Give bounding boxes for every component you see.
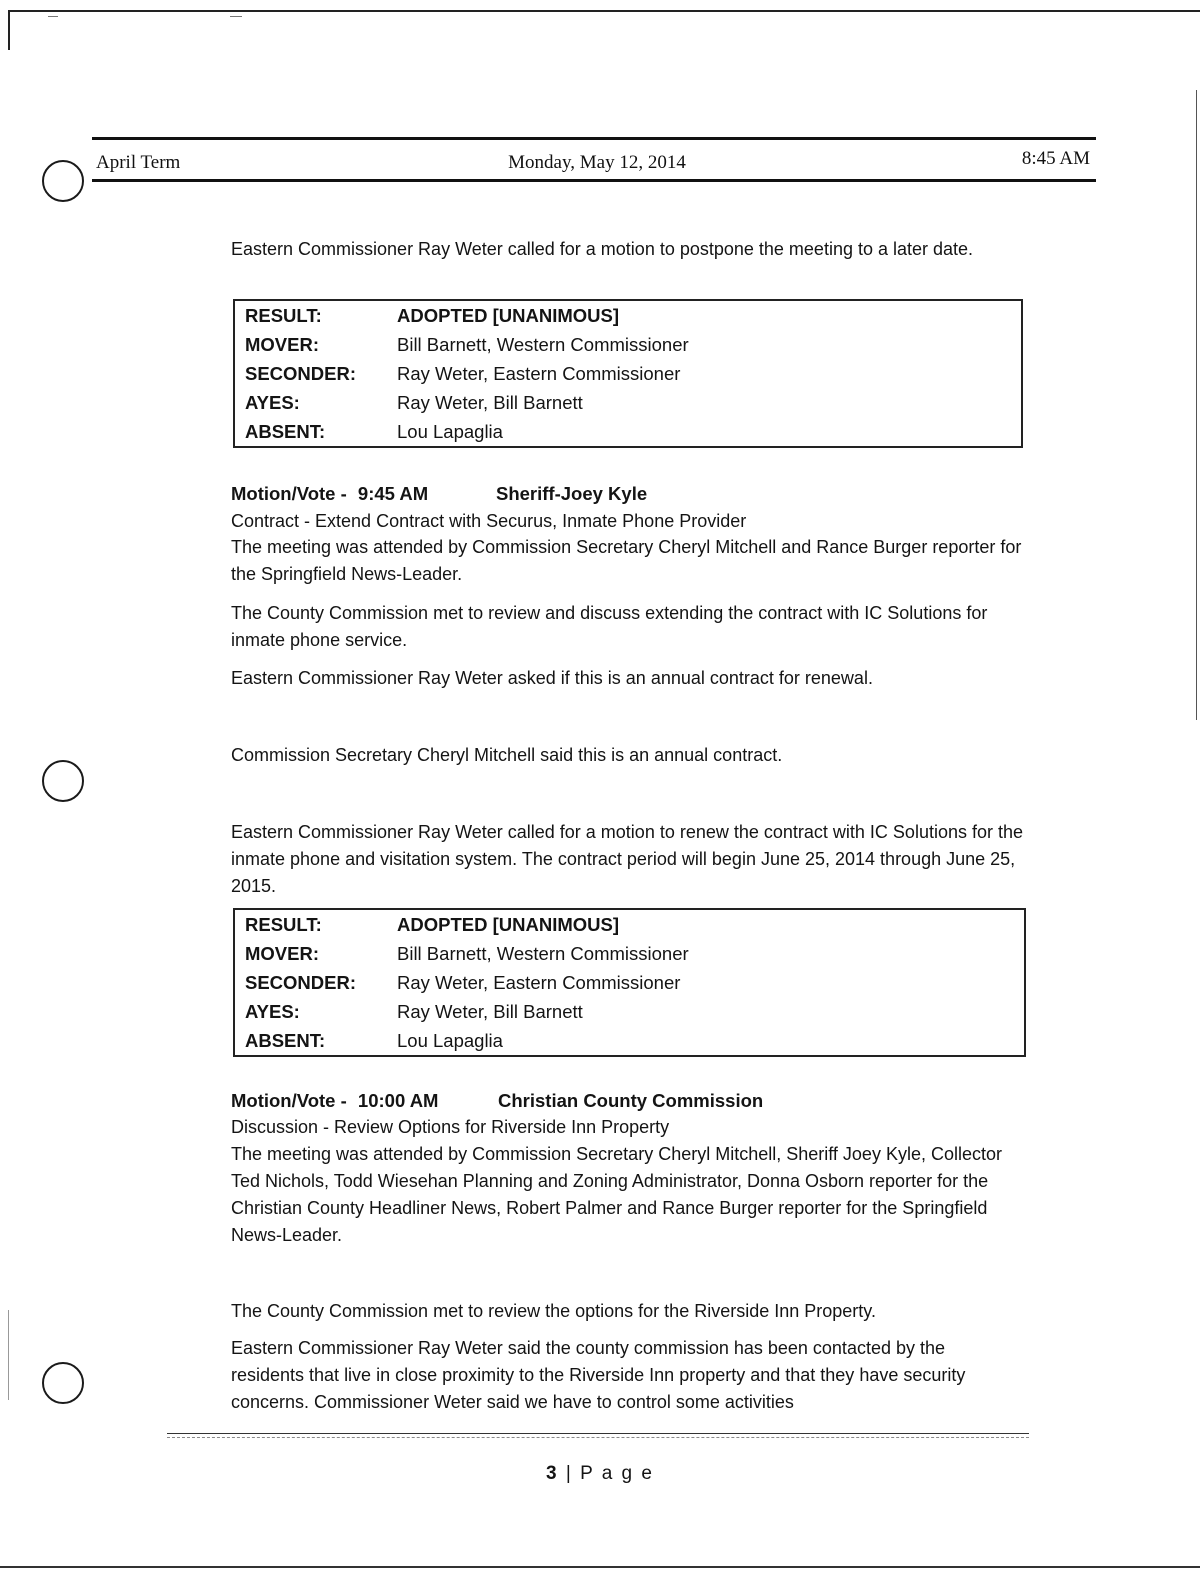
table-row bbox=[234, 1026, 1025, 1056]
motion-time: 9:45 AM bbox=[357, 483, 429, 504]
scan-border-right bbox=[1196, 90, 1197, 720]
header-rule bbox=[92, 179, 1096, 182]
paragraph: Eastern Commissioner Ray Weter said the county commission has been contacted by the residents that live in close proximity to the Riverside Inn property and that they have security concerns. Commissioner Weter said we have to control some activities bbox=[231, 1338, 966, 1412]
scan-mark bbox=[8, 1310, 9, 1400]
table-row bbox=[234, 300, 1022, 330]
motion-topic: Discussion - Review Options for Riverside Inn Property bbox=[231, 1117, 670, 1137]
header-rule bbox=[92, 137, 1096, 140]
motion-time: 10:00 AM bbox=[357, 1090, 439, 1111]
vote-label: ABSENT: bbox=[245, 1030, 326, 1051]
vote-label: AYES: bbox=[245, 1001, 300, 1022]
punch-hole bbox=[42, 1362, 84, 1404]
vote-value: Lou Lapaglia bbox=[397, 1030, 503, 1051]
header-term: April Term bbox=[96, 152, 181, 173]
paragraph: Eastern Commissioner Ray Weter called for a motion to renew the contract with IC Solutions for the inmate phone and visitation system. The contract period will begin June 25, 2014 through June 25, 2015. bbox=[231, 822, 1024, 896]
page-number: 3 bbox=[546, 1463, 559, 1484]
scan-border-left bbox=[8, 10, 10, 50]
attendance-text: The meeting was attended by Commission Secretary Cheryl Mitchell and Rance Burger reporter for the Springfield News-Leader. bbox=[231, 537, 1022, 584]
scan-mark bbox=[48, 16, 58, 17]
vote-label: MOVER: bbox=[245, 943, 319, 964]
paragraph: Commission Secretary Cheryl Mitchell said this is an annual contract. bbox=[231, 745, 783, 765]
page-footer bbox=[0, 1463, 1200, 1485]
table-row bbox=[234, 388, 1022, 417]
vote-value: Ray Weter, Eastern Commissioner bbox=[397, 363, 681, 384]
vote-label: SECONDER: bbox=[245, 363, 357, 384]
motion-label: Motion/Vote - bbox=[231, 1090, 347, 1111]
intro-motion-text: Eastern Commissioner Ray Weter called for a motion to postpone the meeting to a later date. bbox=[231, 239, 974, 259]
header-time: 8:45 AM bbox=[1021, 148, 1090, 169]
attendance-text: The meeting was attended by Commission Secretary Cheryl Mitchell, Sheriff Joey Kyle, Collector Ted Nichols, Todd Wiesehan Planning and Zoning Administrator, Donna Osborn reporter for the Christian County Headliner News, Robert Palmer and Rance Burger reporter for the Springfield News-Leader. bbox=[231, 1144, 1002, 1245]
table-row bbox=[234, 359, 1022, 388]
punch-hole bbox=[42, 760, 84, 802]
vote-label: MOVER: bbox=[245, 334, 319, 355]
table-row bbox=[234, 939, 1025, 968]
footer-rule bbox=[167, 1437, 1029, 1438]
vote-result-table bbox=[233, 908, 1026, 1057]
vote-result-table bbox=[233, 299, 1023, 448]
scan-border-bottom bbox=[0, 1566, 1200, 1568]
vote-value: Ray Weter, Eastern Commissioner bbox=[397, 972, 681, 993]
vote-value: Ray Weter, Bill Barnett bbox=[397, 392, 583, 413]
table-row bbox=[234, 417, 1022, 447]
paragraph: Eastern Commissioner Ray Weter asked if this is an annual contract for renewal. bbox=[231, 668, 873, 688]
table-row bbox=[234, 997, 1025, 1026]
header-date: Monday, May 12, 2014 bbox=[508, 152, 686, 173]
table-row bbox=[234, 330, 1022, 359]
vote-value: Lou Lapaglia bbox=[397, 421, 503, 442]
vote-label: SECONDER: bbox=[245, 972, 357, 993]
vote-label: ABSENT: bbox=[245, 421, 326, 442]
vote-value: Bill Barnett, Western Commissioner bbox=[397, 334, 689, 355]
vote-value: ADOPTED [UNANIMOUS] bbox=[397, 914, 619, 935]
page-separator: | bbox=[565, 1463, 573, 1484]
scan-border-top bbox=[8, 10, 1200, 12]
footer-rule bbox=[167, 1433, 1029, 1434]
motion-subject: Christian County Commission bbox=[498, 1090, 764, 1111]
page-label: P a g e bbox=[580, 1463, 654, 1484]
vote-value: Ray Weter, Bill Barnett bbox=[397, 1001, 583, 1022]
paragraph: The County Commission met to review the options for the Riverside Inn Property. bbox=[231, 1301, 876, 1321]
vote-label: RESULT: bbox=[245, 305, 322, 326]
vote-label: RESULT: bbox=[245, 914, 322, 935]
table-row bbox=[234, 909, 1025, 939]
vote-value: ADOPTED [UNANIMOUS] bbox=[397, 305, 619, 326]
table-row bbox=[234, 968, 1025, 997]
vote-value: Bill Barnett, Western Commissioner bbox=[397, 943, 689, 964]
motion-subject: Sheriff-Joey Kyle bbox=[496, 483, 648, 504]
motion-topic: Contract - Extend Contract with Securus, Inmate Phone Provider bbox=[231, 511, 747, 531]
motion-heading bbox=[231, 1090, 764, 1112]
vote-label: AYES: bbox=[245, 392, 300, 413]
paragraph: The County Commission met to review and discuss extending the contract with IC Solutions for inmate phone service. bbox=[231, 603, 988, 650]
scan-mark bbox=[230, 16, 242, 17]
motion-label: Motion/Vote - bbox=[231, 483, 347, 504]
motion-heading bbox=[231, 483, 648, 505]
